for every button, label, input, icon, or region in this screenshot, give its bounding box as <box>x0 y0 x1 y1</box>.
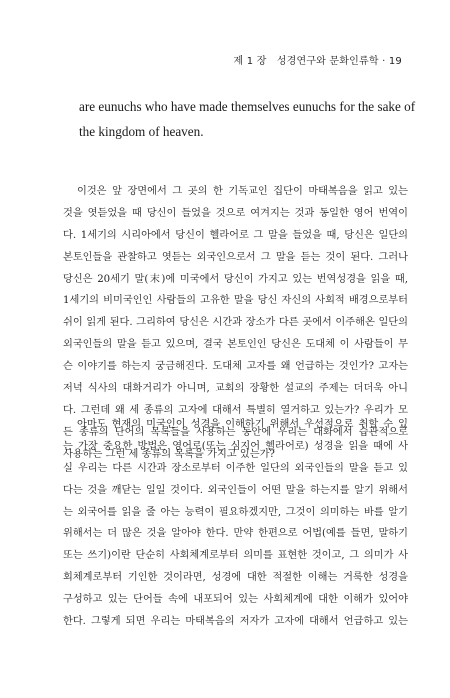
text-line: 것을 엿듣었을 때 당신이 들었을 것으로 여겨지는 것과 동일한 영어 번역이 <box>63 207 408 219</box>
text-line: 는 외국어를 읽을 줄 아는 능력이 필요하겠지만, 그것이 의미하는 바를 알기 <box>63 506 408 518</box>
text-line: 저녁 식사의 대화거리가 아니며, 교회의 장황한 설교의 주제는 더더욱 아니 <box>63 383 408 395</box>
chapter-label: 제 1 장 <box>233 56 267 67</box>
text-line: 회체계로부터 기인한 것이라면, 성경에 대한 적절한 이해는 거룩한 성경을 <box>63 572 408 584</box>
text-line: 사용하는 그런 세 종류의 목록을 가지고 있는가? <box>63 448 275 460</box>
text-line: 위해서는 더 많은 것을 알아야 한다. 만약 한편으로 어법(예를 들면, 말하기 <box>63 528 408 540</box>
paragraph-2 <box>63 414 408 633</box>
text-line: 이것은 앞 장면에서 그 곳의 한 기독교인 집단이 마태복음을 읽고 있는 <box>77 186 408 197</box>
text-line: 든 종류의 단어의 목록들을 사용하는 동안에 우리는 대화에서 습관적으로 <box>63 426 408 438</box>
text-line: 당신은 20세기 말(末)에 미국에서 당신이 가지고 있는 번역성경을 읽을 때, <box>63 273 408 285</box>
chapter-title: 성경연구와 문화인류학 <box>276 56 379 67</box>
text-line: 1세기의 비미국인인 사람들의 고유한 말을 당신 자신의 사회적 배경으로부터 <box>63 295 408 307</box>
quotation-block <box>79 94 416 144</box>
quote-line: the kingdom of heaven. <box>79 124 204 139</box>
text-line: 실 우리는 다른 시간과 장소로부터 이주한 일단의 외국인들의 말을 듣고 있 <box>63 462 408 474</box>
text-line: 외국인들의 말을 듣고 있으며, 결국 본토인인 당신은 도대체 이 사람들이 무 <box>63 339 408 351</box>
text-line: 또는 쓰기)이란 단순히 사회체계로부터 의미를 표현한 것이고, 그 의미가 사 <box>63 550 408 562</box>
text-line: 아마도 현재의 미국인이 성경을 이해하기 위해서 우선적으로 취할 수 있 <box>77 419 408 430</box>
text-line: 슨 이야기를 하는지 궁금해진다. 도대체 고자를 왜 언급하는 것인가? 고자는 <box>63 361 408 373</box>
text-line: 는 가장 중요한 방법은 영어로(또는 심지어 헬라어로) 성경을 읽을 때에 사 <box>63 440 408 452</box>
page-number: · 19 <box>382 56 402 67</box>
running-head <box>234 52 402 67</box>
text-line: 본토인들을 관찰하고 엿듣는 외국인으로서 그 말을 듣는 것이 된다. 그러나 <box>63 251 408 263</box>
text-line: 다는 것을 깨닫는 일일 것이다. 외국인들이 어떤 말을 하는지를 알기 위해서 <box>63 484 408 496</box>
quote-line: are eunuchs who have made themselves eunuchs for the sake of <box>79 99 416 114</box>
text-line: 한다. 그렇게 되면 우리는 마태복음의 저자가 고자에 대해서 언급하고 있는 <box>63 616 408 628</box>
text-line: 다. 그런데 왜 세 종류의 고자에 대해서 특별히 열거하고 있는가? 우리가 모 <box>63 404 408 416</box>
text-line: 다. 1세기의 시리아에서 당신이 헬라어로 그 말을 들었을 때, 당신은 일단의 <box>63 229 408 241</box>
text-line: 쉬이 읽게 된다. 그리하여 당신은 시간과 장소가 다른 곳에서 이주해온 일단의 <box>63 317 408 329</box>
text-line: 구성하고 있는 단어들 속에 내포되어 있는 사회체계에 대한 이해가 있어야 <box>63 594 408 606</box>
